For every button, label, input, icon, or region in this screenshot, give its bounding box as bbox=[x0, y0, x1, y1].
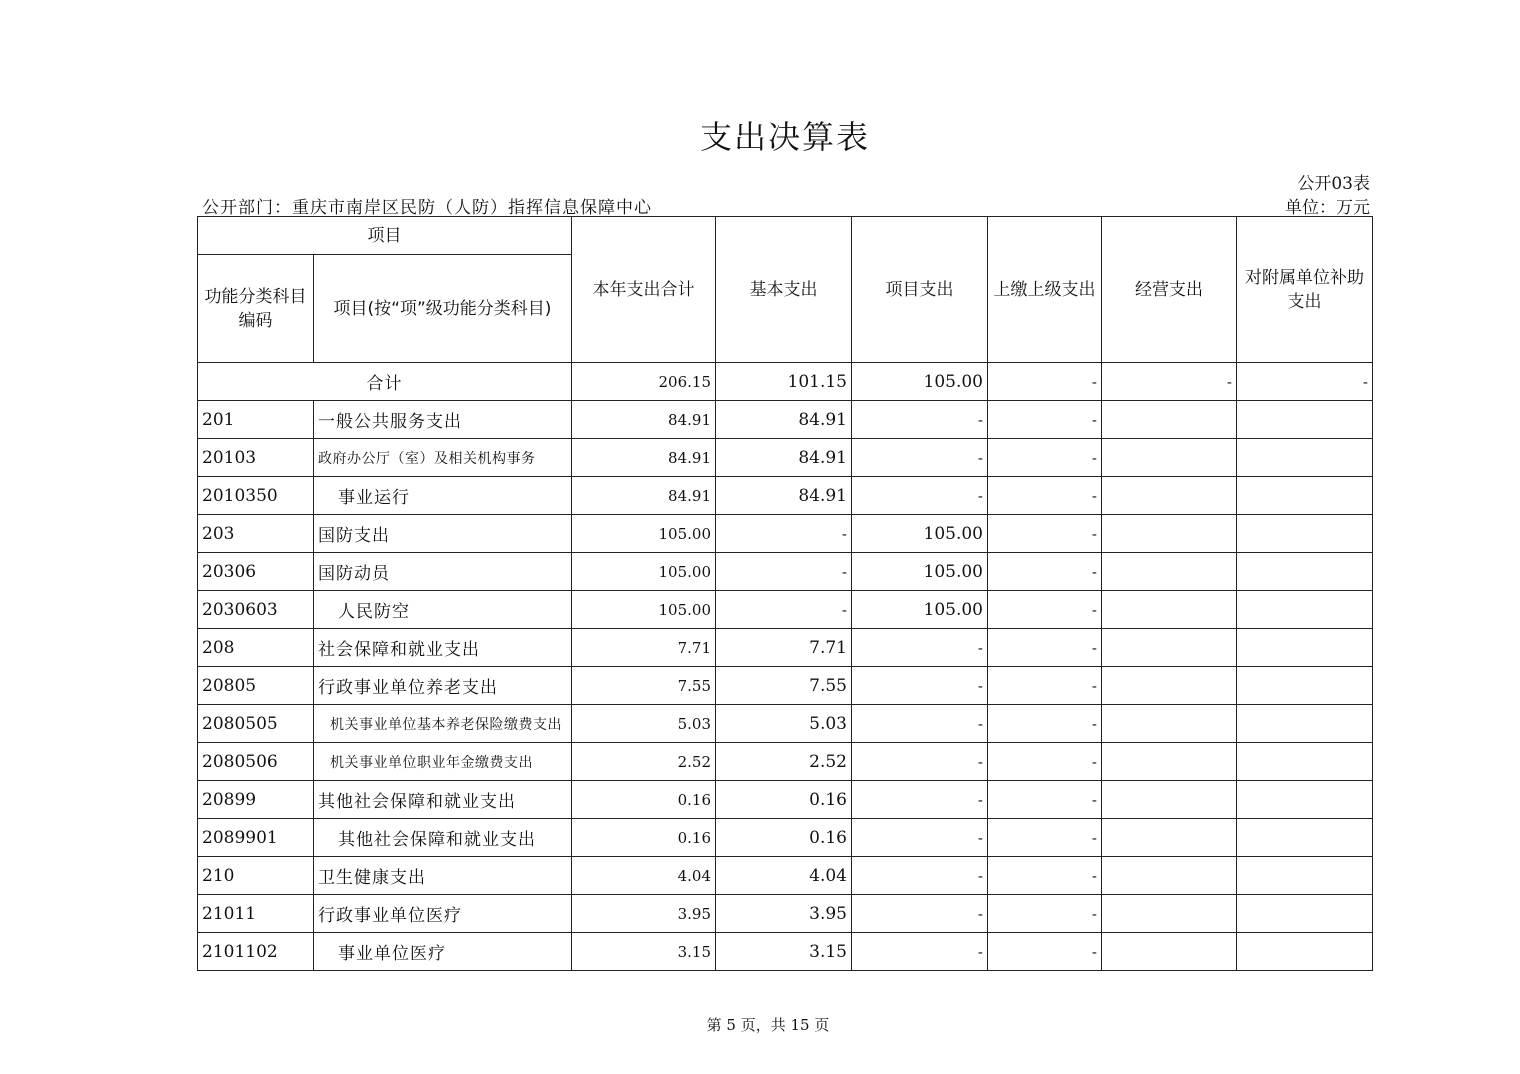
basic-cell: 4.04 bbox=[716, 857, 852, 895]
code-cell: 2030603 bbox=[198, 591, 314, 629]
total-cell: 2.52 bbox=[572, 743, 716, 781]
item-cell: - bbox=[852, 477, 988, 515]
basic-cell: 7.55 bbox=[716, 667, 852, 705]
header-business: 经营支出 bbox=[1102, 217, 1237, 363]
basic-cell: 7.71 bbox=[716, 629, 852, 667]
table-row bbox=[198, 743, 1373, 781]
upper-cell: - bbox=[988, 857, 1102, 895]
upper-cell: - bbox=[988, 439, 1102, 477]
subsidy-cell bbox=[1237, 895, 1373, 933]
item-cell: 105.00 bbox=[852, 363, 988, 401]
item-cell: - bbox=[852, 819, 988, 857]
name-cell: 机关事业单位基本养老保险缴费支出 bbox=[314, 705, 572, 743]
upper-cell: - bbox=[988, 743, 1102, 781]
business-cell bbox=[1102, 819, 1237, 857]
name-cell: 卫生健康支出 bbox=[314, 857, 572, 895]
item-cell: - bbox=[852, 933, 988, 971]
basic-cell: 3.15 bbox=[716, 933, 852, 971]
business-cell bbox=[1102, 705, 1237, 743]
total-cell: 84.91 bbox=[572, 477, 716, 515]
subsidy-cell bbox=[1237, 629, 1373, 667]
upper-cell: - bbox=[988, 819, 1102, 857]
header-total: 本年支出合计 bbox=[572, 217, 716, 363]
upper-cell: - bbox=[988, 477, 1102, 515]
subsidy-cell: - bbox=[1237, 363, 1373, 401]
name-cell: 社会保障和就业支出 bbox=[314, 629, 572, 667]
subsidy-cell bbox=[1237, 553, 1373, 591]
business-cell bbox=[1102, 515, 1237, 553]
total-cell: 7.71 bbox=[572, 629, 716, 667]
header-code: 功能分类科目编码 bbox=[198, 255, 314, 363]
basic-cell: 84.91 bbox=[716, 401, 852, 439]
business-cell bbox=[1102, 439, 1237, 477]
table-row bbox=[198, 781, 1373, 819]
subsidy-cell bbox=[1237, 781, 1373, 819]
table-row bbox=[198, 591, 1373, 629]
item-cell: 105.00 bbox=[852, 553, 988, 591]
total-cell: 0.16 bbox=[572, 819, 716, 857]
name-cell: 机关事业单位职业年金缴费支出 bbox=[314, 743, 572, 781]
item-cell: 105.00 bbox=[852, 591, 988, 629]
total-cell: 4.04 bbox=[572, 857, 716, 895]
total-cell: 3.95 bbox=[572, 895, 716, 933]
business-cell bbox=[1102, 857, 1237, 895]
upper-cell: - bbox=[988, 553, 1102, 591]
code-cell: 20805 bbox=[198, 667, 314, 705]
upper-cell: - bbox=[988, 705, 1102, 743]
table-row bbox=[198, 401, 1373, 439]
upper-cell: - bbox=[988, 363, 1102, 401]
header-upper: 上缴上级支出 bbox=[988, 217, 1102, 363]
upper-cell: - bbox=[988, 781, 1102, 819]
name-cell: 一般公共服务支出 bbox=[314, 401, 572, 439]
total-cell: 105.00 bbox=[572, 591, 716, 629]
table-row bbox=[198, 705, 1373, 743]
table-row bbox=[198, 439, 1373, 477]
name-cell: 其他社会保障和就业支出 bbox=[314, 781, 572, 819]
table-row bbox=[198, 933, 1373, 971]
item-cell: - bbox=[852, 705, 988, 743]
subsidy-cell bbox=[1237, 515, 1373, 553]
name-cell: 国防动员 bbox=[314, 553, 572, 591]
subsidy-cell bbox=[1237, 933, 1373, 971]
total-cell: 105.00 bbox=[572, 553, 716, 591]
item-cell: - bbox=[852, 895, 988, 933]
table-row bbox=[198, 819, 1373, 857]
upper-cell: - bbox=[988, 933, 1102, 971]
code-cell: 201 bbox=[198, 401, 314, 439]
upper-cell: - bbox=[988, 515, 1102, 553]
item-cell: - bbox=[852, 743, 988, 781]
item-cell: 105.00 bbox=[852, 515, 988, 553]
total-cell: 206.15 bbox=[572, 363, 716, 401]
item-cell: - bbox=[852, 629, 988, 667]
business-cell bbox=[1102, 781, 1237, 819]
business-cell bbox=[1102, 629, 1237, 667]
item-cell: - bbox=[852, 401, 988, 439]
basic-cell: 5.03 bbox=[716, 705, 852, 743]
table-row bbox=[198, 857, 1373, 895]
name-cell: 行政事业单位养老支出 bbox=[314, 667, 572, 705]
basic-cell: - bbox=[716, 553, 852, 591]
upper-cell: - bbox=[988, 895, 1102, 933]
code-cell: 20899 bbox=[198, 781, 314, 819]
upper-cell: - bbox=[988, 401, 1102, 439]
subsidy-cell bbox=[1237, 591, 1373, 629]
table-row bbox=[198, 553, 1373, 591]
business-cell bbox=[1102, 667, 1237, 705]
total-cell: 0.16 bbox=[572, 781, 716, 819]
table-row bbox=[198, 629, 1373, 667]
total-cell: 3.15 bbox=[572, 933, 716, 971]
header-project: 项目 bbox=[198, 217, 572, 255]
table-row bbox=[198, 667, 1373, 705]
subsidy-cell bbox=[1237, 477, 1373, 515]
item-cell: - bbox=[852, 439, 988, 477]
code-cell: 2080506 bbox=[198, 743, 314, 781]
business-cell bbox=[1102, 591, 1237, 629]
upper-cell: - bbox=[988, 591, 1102, 629]
item-cell: - bbox=[852, 857, 988, 895]
name-cell: 国防支出 bbox=[314, 515, 572, 553]
subsidy-cell bbox=[1237, 401, 1373, 439]
total-cell: 84.91 bbox=[572, 401, 716, 439]
basic-cell: 2.52 bbox=[716, 743, 852, 781]
code-cell: 2089901 bbox=[198, 819, 314, 857]
basic-cell: 101.15 bbox=[716, 363, 852, 401]
item-cell: - bbox=[852, 781, 988, 819]
header-name: 项目(按“项”级功能分类科目) bbox=[314, 255, 572, 363]
page-title: 支出决算表 bbox=[699, 118, 870, 156]
code-cell: 2080505 bbox=[198, 705, 314, 743]
business-cell bbox=[1102, 933, 1237, 971]
upper-cell: - bbox=[988, 667, 1102, 705]
name-cell: 行政事业单位医疗 bbox=[314, 895, 572, 933]
total-cell: 105.00 bbox=[572, 515, 716, 553]
business-cell bbox=[1102, 401, 1237, 439]
header-basic: 基本支出 bbox=[716, 217, 852, 363]
basic-cell: 0.16 bbox=[716, 781, 852, 819]
header-subsidy: 对附属单位补助支出 bbox=[1237, 217, 1373, 363]
code-cell: 2101102 bbox=[198, 933, 314, 971]
name-cell: 政府办公厅（室）及相关机构事务 bbox=[314, 439, 572, 477]
code-cell: 2010350 bbox=[198, 477, 314, 515]
item-cell: - bbox=[852, 667, 988, 705]
name-cell: 其他社会保障和就业支出 bbox=[314, 819, 572, 857]
table-row bbox=[198, 477, 1373, 515]
page-footer: 第 5 页，共 15 页 bbox=[706, 1016, 830, 1034]
subsidy-cell bbox=[1237, 439, 1373, 477]
code-cell: 203 bbox=[198, 515, 314, 553]
code-cell: 21011 bbox=[198, 895, 314, 933]
name-cell: 事业运行 bbox=[314, 477, 572, 515]
upper-cell: - bbox=[988, 629, 1102, 667]
basic-cell: - bbox=[716, 515, 852, 553]
unit-label: 单位：万元 bbox=[1285, 198, 1370, 218]
basic-cell: 84.91 bbox=[716, 439, 852, 477]
name-cell: 事业单位医疗 bbox=[314, 933, 572, 971]
business-cell: - bbox=[1102, 363, 1237, 401]
total-label: 合计 bbox=[198, 363, 572, 401]
subsidy-cell bbox=[1237, 819, 1373, 857]
business-cell bbox=[1102, 895, 1237, 933]
total-cell: 84.91 bbox=[572, 439, 716, 477]
subsidy-cell bbox=[1237, 743, 1373, 781]
subsidy-cell bbox=[1237, 667, 1373, 705]
subsidy-cell bbox=[1237, 857, 1373, 895]
total-row bbox=[198, 363, 1373, 401]
basic-cell: 84.91 bbox=[716, 477, 852, 515]
business-cell bbox=[1102, 743, 1237, 781]
basic-cell: - bbox=[716, 591, 852, 629]
code-cell: 20306 bbox=[198, 553, 314, 591]
business-cell bbox=[1102, 553, 1237, 591]
business-cell bbox=[1102, 477, 1237, 515]
total-cell: 5.03 bbox=[572, 705, 716, 743]
form-number: 公开03表 bbox=[1297, 174, 1370, 194]
code-cell: 210 bbox=[198, 857, 314, 895]
table-row bbox=[198, 895, 1373, 933]
basic-cell: 0.16 bbox=[716, 819, 852, 857]
table-row bbox=[198, 515, 1373, 553]
department-label: 公开部门：重庆市南岸区民防（人防）指挥信息保障中心 bbox=[202, 198, 652, 218]
basic-cell: 3.95 bbox=[716, 895, 852, 933]
name-cell: 人民防空 bbox=[314, 591, 572, 629]
code-cell: 20103 bbox=[198, 439, 314, 477]
code-cell: 208 bbox=[198, 629, 314, 667]
subsidy-cell bbox=[1237, 705, 1373, 743]
expenditure-table bbox=[197, 216, 1373, 971]
header-item: 项目支出 bbox=[852, 217, 988, 363]
total-cell: 7.55 bbox=[572, 667, 716, 705]
